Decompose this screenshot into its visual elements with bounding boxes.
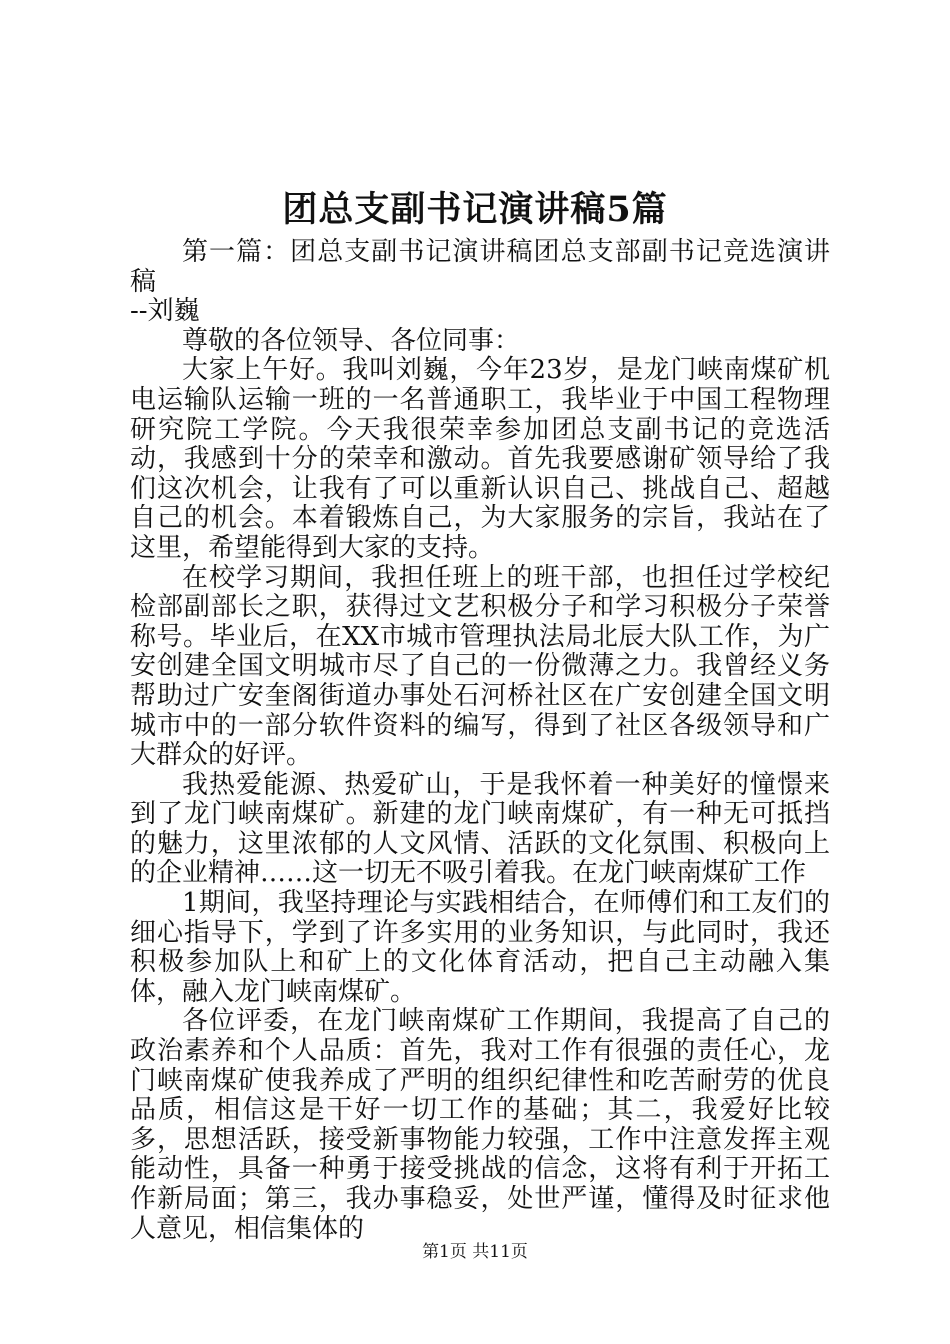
body-paragraph: 大家上午好。我叫刘巍，今年23岁，是龙门峡南煤矿机电运输队运输一班的一名普通职工，我毕业于中国工程物理研究院工学院。今天我很荣幸参加团总支副书记的竞选活动，我感到十分的荣幸和激动。首先我要感谢矿领导给了我们这次机会，让我有了可以重新认识自己、挑战自己、超越自己的机会。本着锻炼自己，为大家服务的宗旨，我站在了这里，希望能得到大家的支持。 — [130, 355, 830, 563]
author-line: --刘巍 — [130, 296, 200, 327]
body-paragraph: 各位评委，在龙门峡南煤矿工作期间，我提高了自己的政治素养和个人品质：首先，我对工作有很强的责任心，龙门峡南煤矿使我养成了严明的组织纪律性和吃苦耐劳的优良品质，相信这是干好一切工作的基础；其二，我爱好比较多，思想活跃，接受新事物能力较强，工作中注意发挥主观能动性，具备一种勇于接受挑战的信念，这将有利于开拓工作新局面；第三，我办事稳妥，处世严谨，懂得及时征求他人意见，相信集体的 — [130, 1006, 830, 1244]
body-paragraph: 我热爱能源、热爱矿山，于是我怀着一种美好的憧憬来到了龙门峡南煤矿。新建的龙门峡南煤矿，有一种无可抵挡的魅力，这里浓郁的人文风情、活跃的文化氛围、积极向上的企业精神……这一切无不吸引着我。在龙门峡南煤矿工作 — [130, 769, 830, 889]
body-paragraph: 1期间，我坚持理论与实践相结合，在师傅们和工友们的细心指导下，学到了许多实用的业务知识，与此同时，我还积极参加队上和矿上的文化体育活动，把自己主动融入集体，融入龙门峡南煤矿。 — [130, 888, 830, 1007]
page-indicator: 第1页 共11页 — [422, 1242, 528, 1262]
document-title: 团总支副书记演讲稿5篇 — [282, 189, 668, 230]
section-heading: 第一篇：团总支副书记演讲稿团总支部副书记竞选演讲稿 — [130, 237, 830, 297]
body-paragraph: 在校学习期间，我担任班上的班干部，也担任过学校纪检部副部长之职，获得过文艺积极分子和学习积极分子荣誉称号。毕业后，在XX市城市管理执法局北辰大队工作，为广安创建全国文明城市尽了自己的一份微薄之力。我曾经义务帮助过广安奎阁街道办事处石河桥社区在广安创建全国文明城市中的一部分软件资料的编写，得到了社区各级领导和广大群众的好评。 — [130, 562, 830, 771]
salutation: 尊敬的各位领导、各位同事： — [182, 325, 521, 356]
document-body — [130, 238, 830, 1244]
